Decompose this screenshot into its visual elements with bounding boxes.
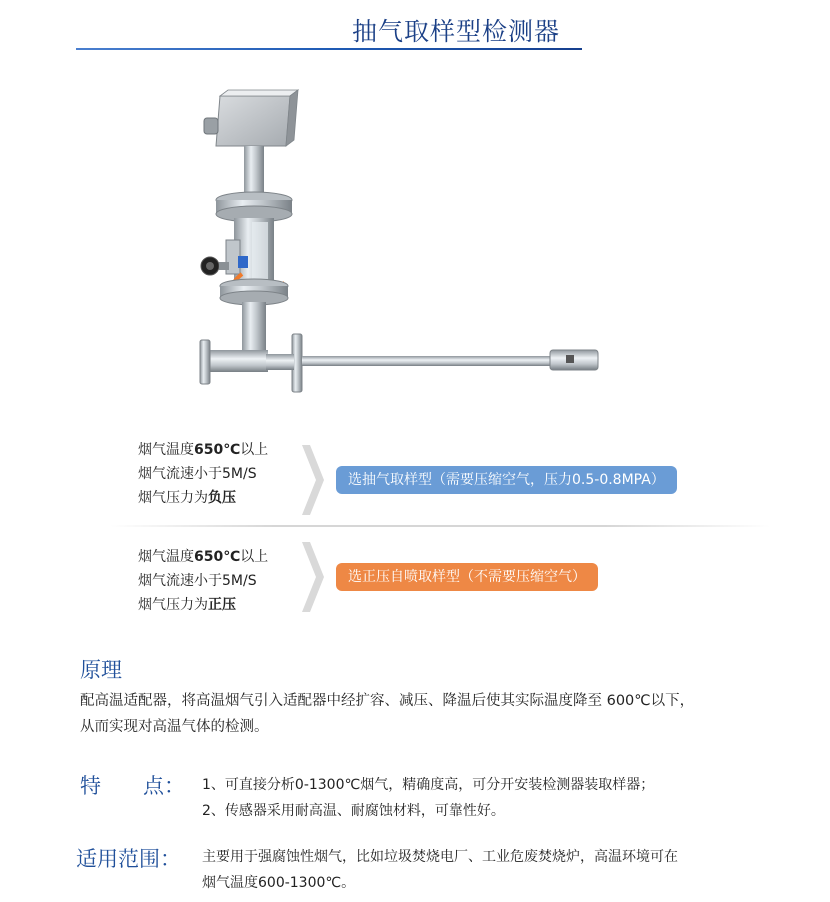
condition-line: 烟气温度650℃以上 bbox=[138, 549, 269, 565]
title-underline bbox=[76, 48, 582, 50]
feature-item: 2、传感器采用耐高温、耐腐蚀材料，可靠性好。 bbox=[202, 803, 505, 819]
principle-line: 配高温适配器，将高温烟气引入适配器中经扩容、减压、降温后使其实际温度降至 600℃以下， bbox=[80, 693, 695, 709]
scope-line: 烟气温度600-1300℃。 bbox=[202, 875, 356, 891]
scope-label: 适用范围： bbox=[76, 847, 181, 871]
chevron-right-icon bbox=[302, 542, 324, 612]
feature-item: 1、可直接分析0-1300℃烟气，精确度高，可分开安装检测器装取样器； bbox=[202, 777, 655, 793]
condition-line: 烟气压力为负压 bbox=[138, 490, 236, 506]
condition-line: 烟气流速小于5M/S bbox=[138, 466, 257, 482]
option-positive-pressure-sampling: 选正压自喷取样型（不需要压缩空气） bbox=[336, 563, 598, 591]
option-suction-sampling: 选抽气取样型（需要压缩空气，压力0.5-0.8MPA） bbox=[336, 466, 677, 494]
page-title: 抽气取样型检测器 bbox=[352, 17, 561, 46]
principle-text bbox=[80, 688, 800, 740]
condition-block-positive-pressure bbox=[138, 545, 268, 617]
principle-line: 从而实现对高温气体的检测。 bbox=[80, 719, 269, 735]
principle-title: 原理 bbox=[80, 658, 122, 682]
condition-line: 烟气压力为正压 bbox=[138, 597, 236, 613]
chevron-right-icon bbox=[302, 445, 324, 515]
condition-block-negative-pressure bbox=[138, 438, 268, 510]
features-label-char1: 特 bbox=[80, 774, 101, 798]
scope-text bbox=[202, 844, 678, 896]
features-list bbox=[202, 772, 654, 824]
condition-line: 烟气温度650℃以上 bbox=[138, 442, 269, 458]
product-image bbox=[190, 88, 610, 408]
scope-line: 主要用于强腐蚀性烟气，比如垃圾焚烧电厂、工业危废焚烧炉，高温环境可在 bbox=[202, 849, 678, 865]
features-label-char2: 点： bbox=[143, 774, 185, 798]
condition-line: 烟气流速小于5M/S bbox=[138, 573, 257, 589]
divider bbox=[110, 525, 770, 527]
